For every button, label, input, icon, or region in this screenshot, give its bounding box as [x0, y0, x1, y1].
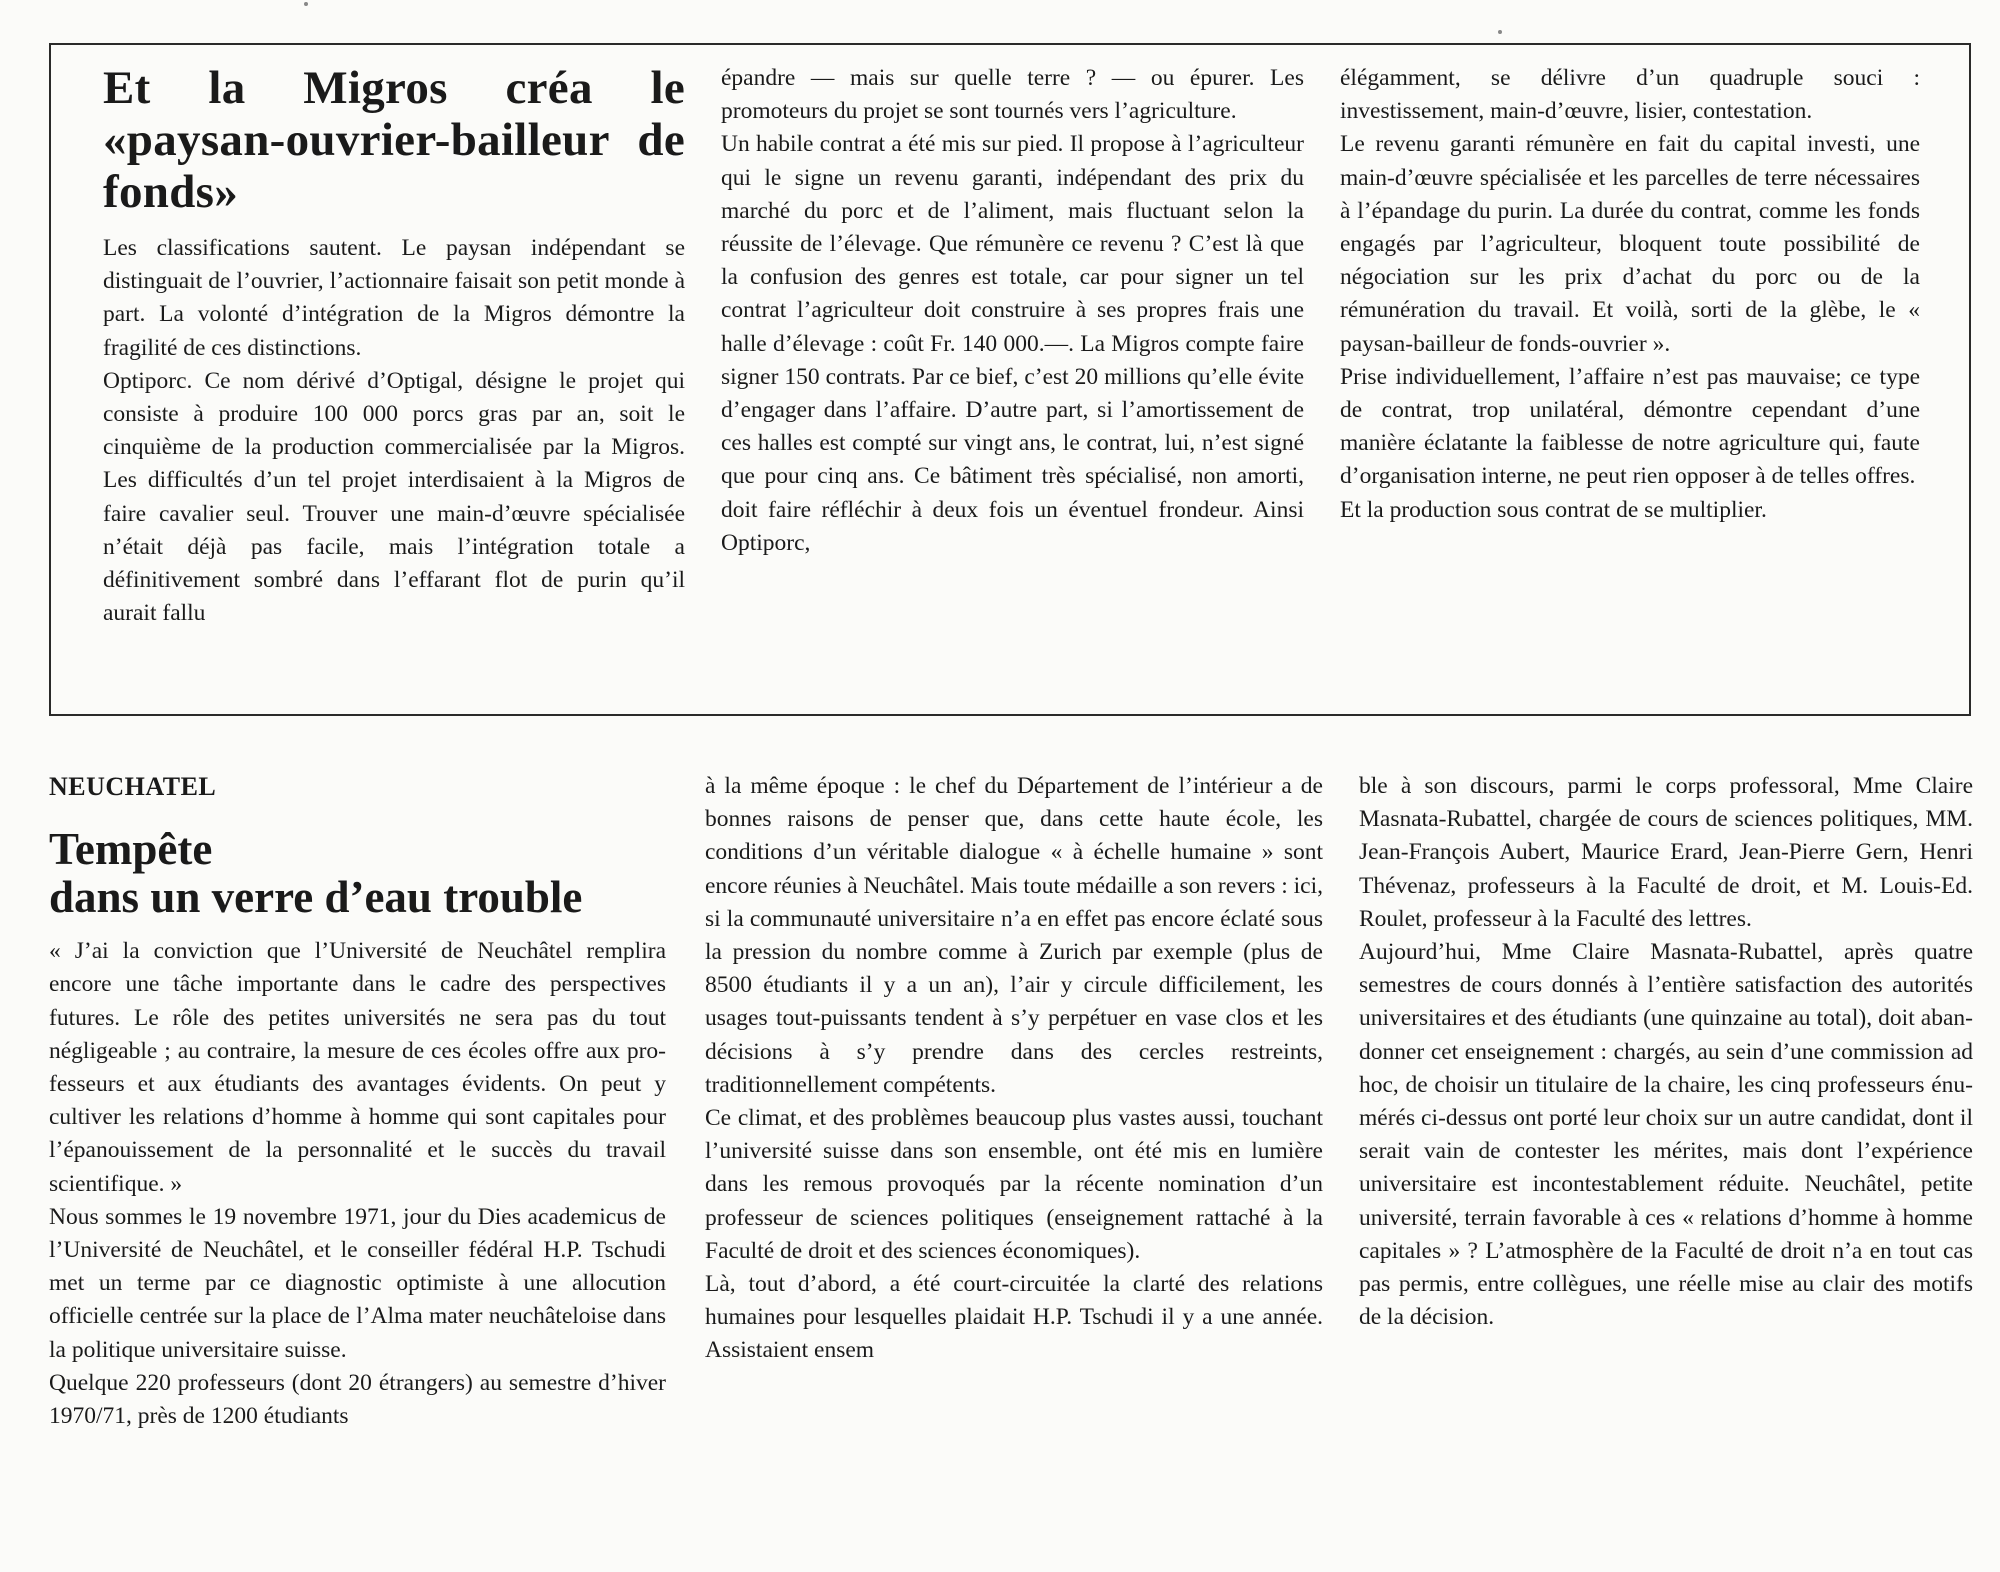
article1-column-1: [103, 62, 685, 630]
article2-kicker: NEUCHATEL: [49, 772, 217, 801]
article2-paragraph: Ce climat, et des problèmes beaucoup plus vastes aussi, touchant l’université suisse dans son ensemble, ont été mis en lumière dans les remous provoqués par la récente nomination d’un professeur de sciences politiques (enseignement rattaché à la Faculté de droit et des sciences économiques).: [705, 1105, 1323, 1264]
article1-column-3: [1340, 62, 1920, 527]
article2-column-2: [705, 770, 1323, 1368]
article1-paragraph: Un habile contrat a été mis sur pied. Il propose à l’agriculteur qui le signe un revenu garanti, indépendant des prix du marché du porc et de l’aliment, mais fluctuant selon la réussite de l’élevage. Que rémunère ce revenu ? C’est là que la confusion des genres est totale, car pour signer un tel contrat l’agriculteur doit construire à ses propres frais une halle d’élevage : coût Fr. 140 000.—. La Migros compte faire signer 150 contrats. Par ce bief, c’est 20 millions qu’elle évite d’engager dans l’affaire. D’autre part, si l’amortissement de ces halles est compté sur vingt ans, le contrat, lui, n’est signé que pour cinq ans. Ce bâtiment très spécialisé, non amorti, doit faire réfléchir à deux fois un éventuel frondeur. Ainsi Optiporc,: [721, 131, 1304, 556]
article1-paragraph: élégamment, se délivre d’un quadruple souci : investissement, main-d’œuvre, lisier, contestation.: [1340, 65, 1920, 125]
article2-paragraph: à la même époque : le chef du Département de l’intérieur a de bonnes raisons de penser que, dans cette haute école, les conditions d’un véritable dialogue « à échelle humaine » sont encore réunies à Neuchâtel. Mais toute médaille a son revers : ici, si la communauté universitaire n’a en effet pas encore éclaté sous la pression du nombre comme à Zurich par exemple (plus de 8500 étudiants il y a un an), l’air y circule difficilement, les usages tout-puissants tendent à s’y perpétuer en vase clos et les décisions à s’y prendre dans des cercles restreints, traditionnellement compétents.: [705, 773, 1323, 1098]
article2-paragraph: Aujourd’hui, Mme Claire Masnata-Rubattel, après quatre semestres de cours donnés à l’entière satisfaction des autorités universitaires et des étudiants (une quinzaine au total), doit abandonner cet enseignement : chargés, au sein d’une commission ad hoc, de choisir un titulaire de la chaire, les cinq professeurs énumérés ci-dessus ont porté leur choix sur un autre candidat, dont il serait vain de contester les mérites, mais dont l’expérience universitaire est incontestablement réduite. Neuchâtel, petite université, terrain favorable à ces « relations d’homme à homme capitales » ? L’atmosphère de la Faculté de droit n’a en tout cas pas permis, entre collègues, une réelle mise au clair des motifs de la décision.: [1359, 939, 1973, 1331]
article1-title: Et la Migros créa le «paysan-ouvrier-bailleur de fonds»: [103, 62, 685, 218]
scan-speck: [1498, 30, 1502, 34]
article2-column-3: [1359, 770, 1973, 1334]
article2-title: [49, 825, 666, 921]
article2-paragraph: « J’ai la conviction que l’Université de Neuchâtel remplira encore une tâche importante dans le cadre des perspectives futures. Le rôle des petites universités ne sera pas du tout négligeable ; au contraire, la mesure de ces écoles offre aux professeurs et aux étudiants des avantages évidents. On peut y cultiver les relations d’homme à homme qui sont capitales pour l’épanouissement de la personnalité et le succès du travail scientifique. »: [49, 938, 666, 1197]
article2-column-1: [49, 770, 666, 1433]
article2-paragraph: Quelque 220 professeurs (dont 20 étrangers) au semestre d’hiver 1970/71, près de 1200 étudiants: [49, 1369, 666, 1430]
article1-paragraph: Optiporc. Ce nom dérivé d’Optigal, désigne le projet qui consiste à produire 100 000 porcs gras par an, soit le cinquième de la production commercialisée par la Migros. Les difficultés d’un tel projet interdisaient à la Migros de faire cavalier seul. Trouver une main-d’œuvre spécialisée n’était déjà pas facile, mais l’intégration totale a définitivement sombré dans l’effarant flot de purin qu’il aurait fallu: [103, 367, 685, 627]
article1-column-2: [721, 62, 1304, 560]
article1-paragraph: Le revenu garanti rémunère en fait du capital investi, une main-d’œuvre spécialisée et les parcelles de terre nécessaires à l’épandage du purin. La durée du contrat, comme les fonds engagés par l’agriculteur, bloquent toute possibilité de négociation sur les prix d’achat du porc ou de la rémunération du travail. Et voilà, sorti de la glèbe, le « paysan-bailleur de fonds-ouvrier ».: [1340, 131, 1920, 357]
article2-paragraph: Là, tout d’abord, a été court-circuitée la clarté des relations humaines pour lesquelles plaidait H.P. Tschudi il y a une année. Assistaient ensem: [705, 1271, 1323, 1364]
article1-paragraph: Prise individuellement, l’affaire n’est pas mauvaise; ce type de contrat, trop unilatéral, démontre cependant d’une manière éclatante la faiblesse de notre agriculture qui, faute d’organisation interne, ne peut rien opposer à de telles offres.: [1340, 363, 1920, 490]
article2-title-line-2: dans un verre d’eau trouble: [49, 872, 583, 923]
article2-title-line-1: Tempête: [49, 824, 213, 875]
article2-paragraph: ble à son discours, parmi le corps professoral, Mme Claire Masnata-Rubattel, chargée de cours de sciences politiques, MM. Jean-François Aubert, Maurice Erard, Jean-Pierre Gern, Henri Thévenaz, professeurs à la Faculté de droit, et M. Louis-Ed. Roulet, professeur à la Faculté des lettres.: [1359, 773, 1973, 932]
scan-speck: [304, 2, 308, 6]
article1-paragraph: Les classifications sautent. Le paysan indépendant se distinguait de l’ouvrier, l’actionnaire faisait son petit monde à part. La volonté d’intégration de la Migros démontre la fragilité de ces distinctions.: [103, 235, 685, 361]
article1-paragraph: épandre — mais sur quelle terre ? — ou épurer. Les promoteurs du projet se sont tournés vers l’agriculture.: [721, 65, 1304, 125]
article1-paragraph: Et la production sous contrat de se multiplier.: [1340, 496, 1767, 523]
article2-paragraph: Nous sommes le 19 novembre 1971, jour du Dies academicus de l’Université de Neuchâtel, et le conseiller fédéral H.P. Tschudi met un terme par ce diagnostic optimiste à une allocution officielle centrée sur la place de l’Alma mater neuchâteloise dans la politique universitaire suisse.: [49, 1203, 666, 1363]
